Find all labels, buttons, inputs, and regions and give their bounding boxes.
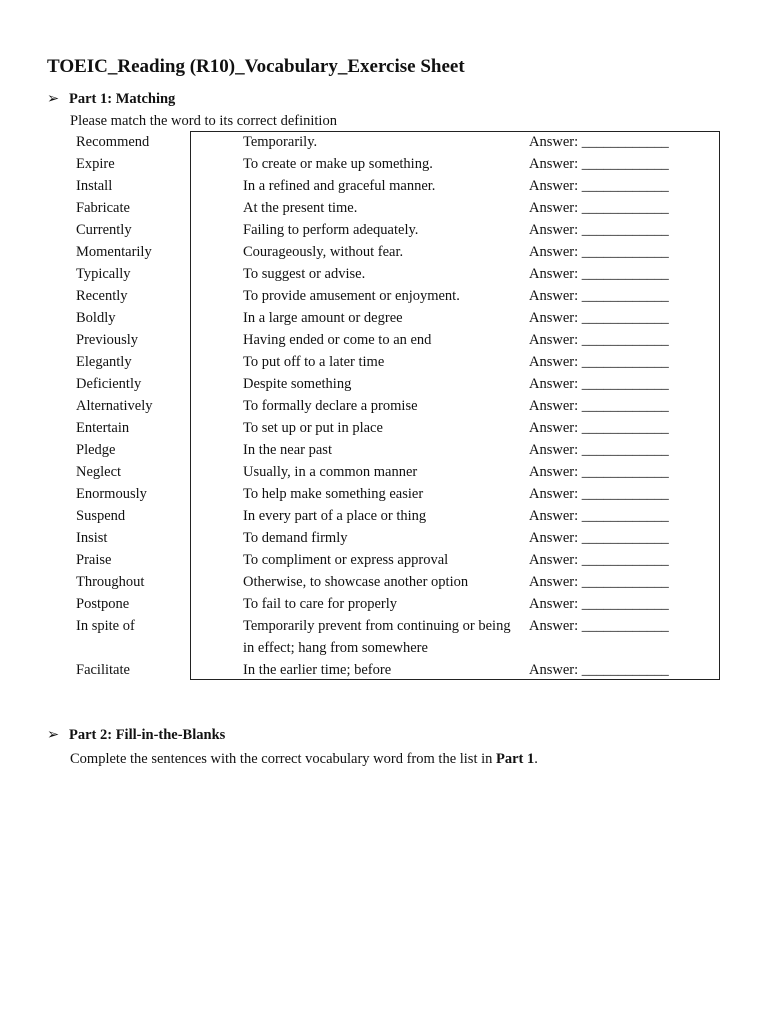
vocab-word: Neglect bbox=[76, 464, 122, 480]
answer-blank[interactable]: Answer: ____________ bbox=[529, 266, 669, 282]
definition-text: To put off to a later time bbox=[243, 354, 385, 370]
vocab-word: Alternatively bbox=[76, 398, 153, 414]
definition-text: Otherwise, to showcase another option bbox=[243, 574, 469, 590]
definition-text: To compliment or express approval bbox=[243, 552, 449, 568]
definition-text: Temporarily prevent from continuing or being in effect; hang from somewhere bbox=[243, 618, 511, 656]
answer-blank[interactable]: Answer: ____________ bbox=[529, 552, 669, 568]
vocab-word: Enormously bbox=[76, 486, 147, 502]
definition-text: To provide amusement or enjoyment. bbox=[243, 288, 460, 304]
answer-blank[interactable]: Answer: ____________ bbox=[529, 508, 669, 524]
definition-text: In a refined and graceful manner. bbox=[243, 178, 436, 194]
matching-table bbox=[0, 131, 768, 691]
vocab-word: Praise bbox=[76, 552, 112, 568]
vocab-word: Recommend bbox=[76, 134, 150, 150]
answer-blank[interactable]: Answer: ____________ bbox=[529, 178, 669, 194]
definition-text: Temporarily. bbox=[243, 134, 318, 150]
part2-heading-text: Part 2: Fill-in-the-Blanks bbox=[69, 727, 226, 743]
answer-blank[interactable]: Answer: ____________ bbox=[529, 618, 669, 634]
definition-text: To suggest or advise. bbox=[243, 266, 366, 282]
definition-text: In the earlier time; before bbox=[243, 662, 392, 678]
answer-blank[interactable]: Answer: ____________ bbox=[529, 244, 669, 260]
answer-blank[interactable]: Answer: ____________ bbox=[529, 442, 669, 458]
vocab-word: Momentarily bbox=[76, 244, 152, 260]
vocab-word: Suspend bbox=[76, 508, 126, 524]
definition-text: Courageously, without fear. bbox=[243, 244, 404, 260]
answer-blank[interactable]: Answer: ____________ bbox=[529, 200, 669, 216]
answer-blank[interactable]: Answer: ____________ bbox=[529, 574, 669, 590]
vocab-word: Recently bbox=[76, 288, 128, 304]
definition-text: In every part of a place or thing bbox=[243, 508, 427, 524]
vocab-word: Typically bbox=[76, 266, 131, 282]
vocab-word: Deficiently bbox=[76, 376, 142, 392]
vocab-word: Entertain bbox=[76, 420, 130, 436]
part2-instruction-end: . bbox=[534, 751, 538, 767]
page-title: TOEIC_Reading (R10)_Vocabulary_Exercise Sheet bbox=[47, 56, 465, 77]
definition-text: To demand firmly bbox=[243, 530, 348, 546]
vocab-word: Boldly bbox=[76, 310, 116, 326]
arrow-bullet-icon: ➢ bbox=[47, 91, 60, 107]
answer-blank[interactable]: Answer: ____________ bbox=[529, 398, 669, 414]
answer-blank[interactable]: Answer: ____________ bbox=[529, 596, 669, 612]
vocab-word: Insist bbox=[76, 530, 108, 546]
definition-text: At the present time. bbox=[243, 200, 358, 216]
answer-blank[interactable]: Answer: ____________ bbox=[529, 310, 669, 326]
part1-heading-text: Part 1: Matching bbox=[69, 91, 176, 107]
vocab-word: Install bbox=[76, 178, 113, 194]
definition-text: To set up or put in place bbox=[243, 420, 383, 436]
vocab-word: Previously bbox=[76, 332, 139, 348]
vocab-word: Expire bbox=[76, 156, 115, 172]
answer-blank[interactable]: Answer: ____________ bbox=[529, 332, 669, 348]
answer-blank[interactable]: Answer: ____________ bbox=[529, 486, 669, 502]
definition-text: In a large amount or degree bbox=[243, 310, 403, 326]
definition-text: To fail to care for properly bbox=[243, 596, 397, 612]
definition-text: To help make something easier bbox=[243, 486, 424, 502]
vocab-word: Facilitate bbox=[76, 662, 130, 678]
part2-instruction-text: Complete the sentences with the correct vocabulary word from the list in bbox=[70, 751, 497, 767]
part2-instruction bbox=[70, 750, 538, 768]
arrow-bullet-icon: ➢ bbox=[47, 727, 60, 743]
part1-instruction: Please match the word to its correct definition bbox=[70, 113, 337, 129]
vocab-word: Throughout bbox=[76, 574, 145, 590]
part2-heading bbox=[47, 726, 225, 744]
answer-blank[interactable]: Answer: ____________ bbox=[529, 134, 669, 150]
part2-instruction-bold: Part 1 bbox=[496, 751, 535, 767]
definition-text: To create or make up something. bbox=[243, 156, 433, 172]
answer-blank[interactable]: Answer: ____________ bbox=[529, 222, 669, 238]
definition-text: Despite something bbox=[243, 376, 352, 392]
part1-heading bbox=[47, 90, 175, 108]
definition-text: Having ended or come to an end bbox=[243, 332, 432, 348]
vocab-word: Fabricate bbox=[76, 200, 130, 216]
vocab-word: Pledge bbox=[76, 442, 116, 458]
answer-blank[interactable]: Answer: ____________ bbox=[529, 530, 669, 546]
definition-text: Usually, in a common manner bbox=[243, 464, 418, 480]
answer-blank[interactable]: Answer: ____________ bbox=[529, 288, 669, 304]
vocab-word: Currently bbox=[76, 222, 132, 238]
answer-blank[interactable]: Answer: ____________ bbox=[529, 156, 669, 172]
answer-blank[interactable]: Answer: ____________ bbox=[529, 464, 669, 480]
vocab-word: In spite of bbox=[76, 618, 135, 634]
answer-blank[interactable]: Answer: ____________ bbox=[529, 354, 669, 370]
definition-text: In the near past bbox=[243, 442, 332, 458]
vocab-word: Postpone bbox=[76, 596, 130, 612]
definition-text: Failing to perform adequately. bbox=[243, 222, 419, 238]
vocab-word: Elegantly bbox=[76, 354, 132, 370]
definition-text: To formally declare a promise bbox=[243, 398, 418, 414]
answer-blank[interactable]: Answer: ____________ bbox=[529, 376, 669, 392]
answer-blank[interactable]: Answer: ____________ bbox=[529, 420, 669, 436]
answer-blank[interactable]: Answer: ____________ bbox=[529, 662, 669, 678]
